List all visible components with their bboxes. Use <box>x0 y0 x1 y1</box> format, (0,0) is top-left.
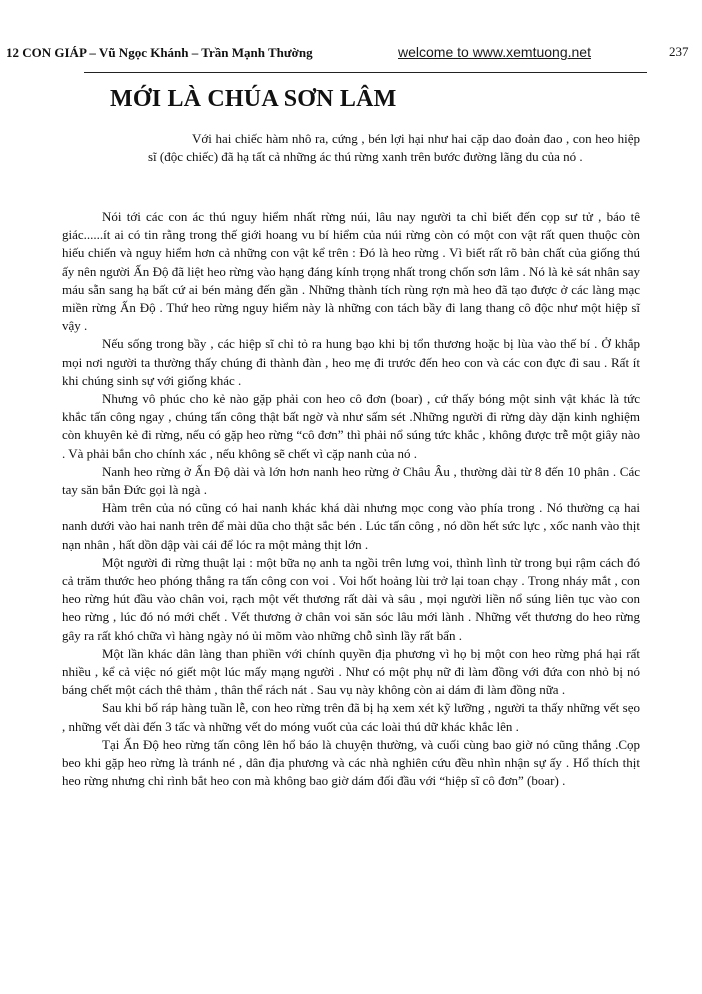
body-paragraph: Nói tới các con ác thú nguy hiểm nhất rừng núi, lâu nay người ta chỉ biết đến cọp sư tử , báo tê giác......ít ai có tin rằng trong thế giới hoang vu bí hiểm của núi rừng còn có một con vật rất quen thuộc còn hiếu chiến và nguy hiểm hơn cả những con vật kể trên : Đó là heo rừng . Vì biết rất rõ bản chất của giống thú ấy nên người Ấn Độ đã liệt heo rừng vào hạng đáng kính trọng nhất trong chốn sơn lâm . Nó là kẻ sát nhân say máu sẵn sang hạ bất cứ ai bén mảng đến gần . Những thành tích rùng rợn mà heo đã tạo được ở các làng mạc miền rừng Ấn Độ . Thứ heo rừng nguy hiểm này là những con tách bầy đi lang thang cô độc như một hiệp sĩ vậy . <box>62 209 640 334</box>
body-paragraph: Tại Ấn Độ heo rừng tấn công lên hổ báo là chuyện thường, và cuối cùng bao giờ nó cũng thắng .Cọp beo khi gặp heo rừng là tránh né , dân địa phương và các nhà nghiên cứu đều nhìn nhận sự ấy . Hổ thích thịt heo rừng nhưng chỉ rình bắt heo con mà không bao giờ dám đối đầu với “hiệp sĩ cô đơn” (boar) . <box>62 736 640 789</box>
body-paragraph: Sau khi bố ráp hàng tuần lễ, con heo rừng trên đã bị hạ xem xét kỹ lưỡng , người ta thấy những vết sẹo , những vết dài đến 3 tấc và những vết do móng vuốt của các loài thú dữ khác khắc lên . <box>62 700 640 734</box>
running-header: 12 CON GIÁP – Vũ Ngọc Khánh – Trần Mạnh Thường <box>6 45 313 60</box>
chapter-title: MỚI LÀ CHÚA SƠN LÂM <box>110 86 397 112</box>
header-divider <box>84 72 647 73</box>
article-body <box>62 208 640 791</box>
body-paragraph: Nếu sống trong bầy , các hiệp sĩ chỉ tỏ ra hung bạo khi bị tổn thương hoặc bị lùa vào thế bí . Ở khắp mọi nơi người ta thường thấy chúng đi thành đàn , heo mẹ đi trước đến heo con và các con đực đi sau . Rất ít khi chúng sinh sự với giống khác . <box>62 336 640 388</box>
intro-paragraph: Với hai chiếc hàm nhô ra, cứng , bén lợi hại như hai cặp dao đoản đao , con heo hiệp sĩ (độc chiếc) đã hạ tất cả những ác thú rừng xanh trên bước đường lãng du của nó . <box>148 131 640 165</box>
website-link[interactable]: welcome to www.xemtuong.net <box>398 44 591 60</box>
body-paragraph: Một người đi rừng thuật lại : một bữa nọ anh ta ngồi trên lưng voi, thình lình từ trong bụi rậm cách đó cả trăm thước heo phóng thẳng ra tấn công con voi . Voi hốt hoảng lùi trở lại toan chạy . Trong nháy mắt , con heo rừng hút đầu vào chân voi, rạch một vết thương rất dài và sâu , mọi người liền nổ súng liên tục vào con heo rừng , lúc đó nó mới chết . Vết thương ở chân voi săn sóc lâu mới lành . Những vết thương do heo rừng gây ra rất khó chữa vì hàng ngày nó ủi mõm vào những chỗ sình lầy rất bẩn . <box>62 554 640 643</box>
body-paragraph: Một lần khác dân làng than phiền với chính quyền địa phương vì họ bị một con heo rừng phá hại rất nhiều , kể cả việc nó giết một lúc mấy mạng người . Như có một phụ nữ đi làm đồng với đứa con nhỏ bị nó báng chết một cách thê thảm , thân thể rách nát . Sau vụ này không còn ai dám đi làm đồng nữa . <box>62 645 640 698</box>
page-number: 237 <box>669 44 689 59</box>
body-paragraph: Hàm trên của nó cũng có hai nanh khác khá dài nhưng mọc cong vào phía trong . Nó thường cạ hai nanh dưới vào hai nanh trên để mài dũa cho thật sắc bén . Lúc tấn công , nó dồn hết sức lực , xốc nanh vào thịt nạn nhân , hất dồn dập vài cái để lóc ra một mảng thịt lớn . <box>62 500 640 552</box>
body-paragraph: Nanh heo rừng ở Ấn Độ dài và lớn hơn nanh heo rừng ở Châu Âu , thường dài từ 8 đến 10 phân . Các tay săn bắn Đức gọi là ngà . <box>62 463 640 498</box>
body-paragraph: Nhưng vô phúc cho kẻ nào gặp phải con heo cô đơn (boar) , cứ thấy bóng một sinh vật khác là tức khắc tấn công ngay , chúng tấn công thật bất ngờ và như sấm sét .Những người đi rừng dày dặn kinh nghiệm còn khuyên kẻ đi rừng, nếu có gặp heo rừng “cô đơn” thì phải nổ súng tức khắc , không được trễ một giây nào . Và phải bắn cho chính xác , nếu không sẽ chết vì cặp nanh của nó . <box>62 391 640 461</box>
